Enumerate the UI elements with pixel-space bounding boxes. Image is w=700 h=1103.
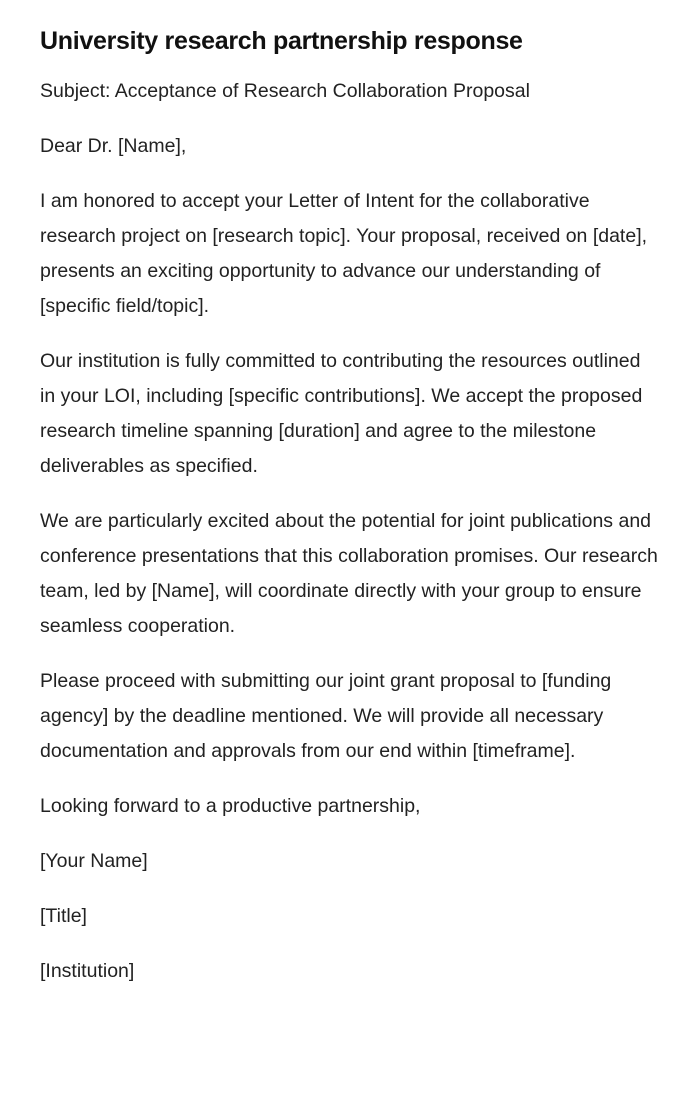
body-paragraph-2: Our institution is fully committed to contributing the resources outlined in your LOI, including [specific contributions]. We accept the proposed research timeline spanning [duration] and agree to the milestone deliverables as specified.: [40, 350, 643, 477]
signature-name: [Your Name]: [40, 850, 148, 872]
closing-line: Looking forward to a productive partnership,: [40, 795, 421, 817]
subject-line: Subject: Acceptance of Research Collaboration Proposal: [40, 80, 530, 102]
body-paragraph-4: Please proceed with submitting our joint grant proposal to [funding agency] by the deadline mentioned. We will provide all necessary documentation and approvals from our end within [timeframe].: [40, 670, 612, 762]
salutation: Dear Dr. [Name],: [40, 135, 187, 157]
body-paragraph-3: We are particularly excited about the potential for joint publications and conference presentations that this collaboration promises. Our research team, led by [Name], will coordinate directly with your group to ensure seamless cooperation.: [40, 510, 658, 637]
body-paragraph-1: I am honored to accept your Letter of Intent for the collaborative research project on [research topic]. Your proposal, received on [date], presents an exciting opportunity to advance our understanding of [specific field/topic].: [40, 190, 648, 317]
document-title: University research partnership response: [40, 27, 523, 55]
signature-title: [Title]: [40, 905, 87, 927]
signature-institution: [Institution]: [40, 960, 135, 982]
